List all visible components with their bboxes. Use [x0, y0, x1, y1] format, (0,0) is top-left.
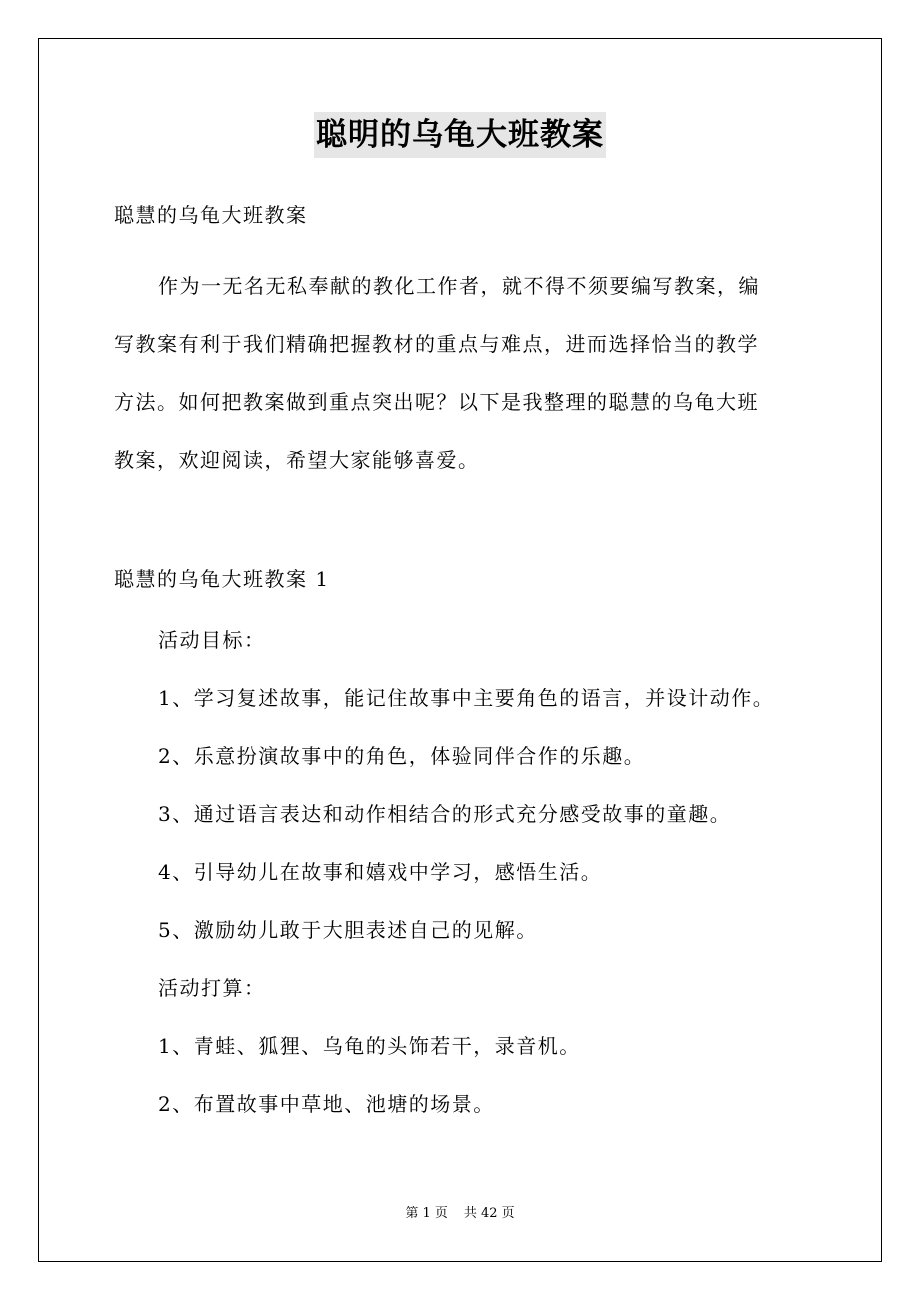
page-number: 第 1 页: [405, 1206, 448, 1221]
intro-line: 作为一无名无私奉献的教化工作者，就不得不须要编写教案，编: [158, 274, 760, 298]
goal-item: 4、引导幼儿在故事和嬉戏中学习，感悟生活。: [158, 860, 603, 884]
goals-label: 活动目标：: [158, 628, 266, 652]
intro-line: 教案，欢迎阅读，希望大家能够喜爱。: [114, 448, 480, 472]
title-container: [0, 112, 920, 158]
prep-item: 1、青蛙、狐狸、乌龟的头饰若干，录音机。: [158, 1034, 581, 1058]
intro-line: 方法。如何把教案做到重点突出呢？以下是我整理的聪慧的乌龟大班: [114, 390, 759, 414]
section-heading: 聪慧的乌龟大班教案 1: [114, 567, 330, 591]
goal-item: 2、乐意扮演故事中的角色，体验同伴合作的乐趣。: [158, 744, 646, 768]
spacer: [114, 235, 826, 257]
spacer: [114, 489, 826, 559]
intro-line: 写教案有利于我们精确把握教材的重点与难点，进而选择恰当的教学: [114, 332, 759, 356]
intro-paragraph: [114, 257, 826, 489]
goal-item: 3、通过语言表达和动作相结合的形式充分感受故事的童趣。: [158, 802, 732, 826]
document-subtitle: 聪慧的乌龟大班教案: [114, 203, 308, 227]
spacer: [114, 599, 826, 611]
page-total: 共 42 页: [463, 1206, 515, 1221]
page-footer: [0, 1204, 920, 1224]
document-body: [114, 195, 826, 1133]
document-title: 聪明的乌龟大班教案: [314, 112, 606, 158]
prep-item: 2、布置故事中草地、池塘的场景。: [158, 1092, 495, 1116]
prep-label: 活动打算：: [158, 976, 266, 1000]
goal-item: 5、激励幼儿敢于大胆表述自己的见解。: [158, 918, 538, 942]
goal-item: 1、学习复述故事，能记住故事中主要角色的语言，并设计动作。: [158, 686, 775, 710]
